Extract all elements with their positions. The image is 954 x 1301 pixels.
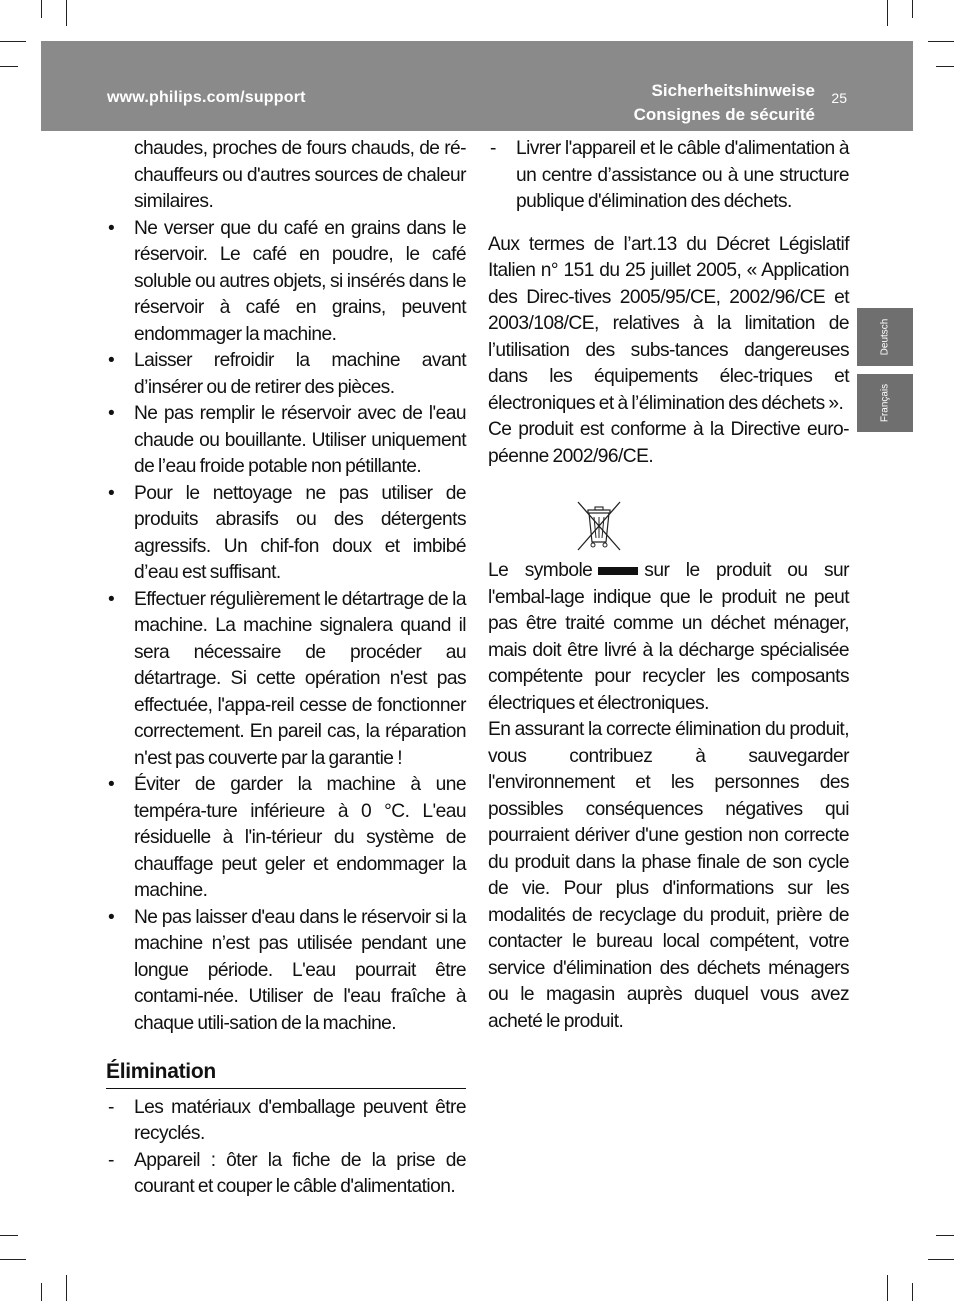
crop-mark	[928, 41, 954, 42]
list-item	[106, 401, 466, 481]
crop-mark	[912, 1283, 913, 1301]
crop-mark	[66, 1275, 67, 1301]
bullet: •	[108, 217, 115, 239]
tab-deutsch[interactable]	[857, 308, 913, 366]
list-item-text: Livrer l'appareil et le câble d'alimentation à un centre d’assistance ou à une structure publique d'élimination des déchets.	[516, 138, 849, 212]
crop-mark	[0, 1235, 18, 1236]
page-number: 25	[831, 90, 847, 106]
symbol-text-before: Le symbole	[488, 560, 593, 581]
recycling-paragraph: En assurant la correcte élimination du produit, vous contribuez à sauvegarder l'environnement et les personnes des possibles conséquences négatives qui pourraient dériver d'une gestion non correcte du produit dans la phase finale de son cycle de vie. Pour plus d'informations sur les modalités de recyclage du produit, prière de contacter le bureau local compétent, votre service d'élimination des déchets ménagers ou le magasin auprès duquel vous avez acheté le produit.	[488, 719, 849, 1032]
crop-mark	[887, 1275, 888, 1301]
list-item-text: Les matériaux d'emballage peuvent être recyclés.	[134, 1096, 466, 1144]
legal-paragraph: Aux termes de l’art.13 du Décret Législatif Italien n° 151 du 25 juillet 2005, « Application des Direc-tives 2005/95/CE, 2002/96/CE et 2003/108/CE, relatives à la limitation de l’utilisation des subs-tances dangereuses dans les équipements élec-triques et électroniques et à l’élimination des déchets ».	[488, 233, 849, 414]
list-item	[106, 1148, 466, 1201]
crop-mark	[887, 0, 888, 26]
page-header	[41, 41, 913, 131]
bullet: •	[108, 482, 115, 504]
list-item-text: Pour le nettoyage ne pas utiliser de produits abrasifs ou des détergents agressifs. Un chif-fon doux et imbibé d’eau est suffisant.	[134, 482, 466, 583]
crop-mark	[41, 1283, 42, 1301]
crop-mark	[912, 0, 913, 18]
list-item	[106, 905, 466, 1038]
crop-mark	[936, 66, 954, 67]
section-title-de: Sicherheitshinweise	[651, 81, 815, 100]
list-item	[106, 216, 466, 349]
list-item-text: Laisser refroidir la machine avant d’insérer ou de retirer des pièces.	[134, 350, 466, 398]
dash: -	[108, 1096, 114, 1118]
right-column	[488, 136, 849, 1035]
list-item-text: Ne pas remplir le réservoir avec de l'eau chaude ou bouillante. Utiliser uniquement de l’eau froide potable non pétillante.	[134, 403, 466, 477]
list-item	[106, 1095, 466, 1148]
bullet: •	[108, 403, 115, 424]
dash: -	[108, 1149, 114, 1171]
crop-mark	[0, 1259, 26, 1260]
bullet: •	[108, 774, 115, 795]
tab-label: Deutsch	[879, 318, 891, 356]
crossed-bin-icon	[574, 500, 624, 556]
list-item-text: Ne verser que du café en grains dans le réservoir. Le café en poudre, le café soluble ou autres objets, si insérés dans le réservoir à café en grains, peuvent endommager la machine.	[134, 217, 466, 345]
weee-symbol-block	[488, 500, 849, 558]
tab-label: Français	[879, 383, 891, 423]
left-column	[106, 136, 466, 1201]
conformity-paragraph: Ce produit est conforme à la Directive euro-péenne 2002/96/CE.	[488, 419, 849, 467]
bullet: •	[108, 906, 115, 928]
list-item	[106, 587, 466, 773]
symbol-text-after: sur le produit ou sur l'embal-lage indique que le produit ne peut pas être traité comme un déchet ménager, mais doit être livré à la décharge spécialisée compétente pour recycler les composants électriques et électroniques.	[488, 560, 849, 714]
dash: -	[490, 138, 496, 159]
list-item-text: Éviter de garder la machine à une tempéra-ture inférieure à 0 °C. L'eau résiduelle à l'in-térieur du système de chauffage peut geler et endommager la machine.	[134, 774, 466, 901]
symbol-paragraph	[488, 558, 849, 717]
section-heading: Élimination	[106, 1059, 466, 1089]
crop-mark	[0, 41, 26, 42]
continued-text: chaudes, proches de fours chauds, de ré-chauffeurs ou d'autres sources de chaleur similaires.	[134, 138, 466, 212]
crop-mark	[0, 66, 18, 67]
crop-mark	[41, 0, 42, 18]
bullet: •	[108, 350, 115, 371]
list-item	[106, 481, 466, 587]
list-item-text: Effectuer régulièrement le détartrage de la machine. La machine signalera quand il sera nécessaire de procéder au détartrage. Si cette opération n'est pas effectuée, l'appa-reil cesse de fonctionner correctement. En pareil cas, la réparation n'est pas couverte par la garantie !	[134, 588, 466, 769]
section-title-fr: Consignes de sécurité	[633, 105, 815, 124]
list-item-text: Ne pas laisser d'eau dans le réservoir si la machine n’est pas utilisée pendant une longue période. L'eau pourrait être contami-née. Utiliser de l'eau fraîche à chaque utili-sation de la machine.	[134, 906, 466, 1034]
support-url[interactable]: www.philips.com/support	[107, 89, 306, 106]
tab-francais[interactable]	[857, 374, 913, 432]
bar-icon	[598, 567, 638, 575]
list-item-text: Appareil : ôter la fiche de la prise de courant et couper le câble d'alimentation.	[134, 1149, 466, 1197]
list-item	[106, 348, 466, 401]
crop-mark	[928, 1259, 954, 1260]
list-item	[488, 136, 849, 216]
list-item	[106, 772, 466, 905]
crop-mark	[66, 0, 67, 26]
crop-mark	[936, 1235, 954, 1236]
section-titles	[634, 79, 815, 127]
bullet: •	[108, 588, 115, 610]
